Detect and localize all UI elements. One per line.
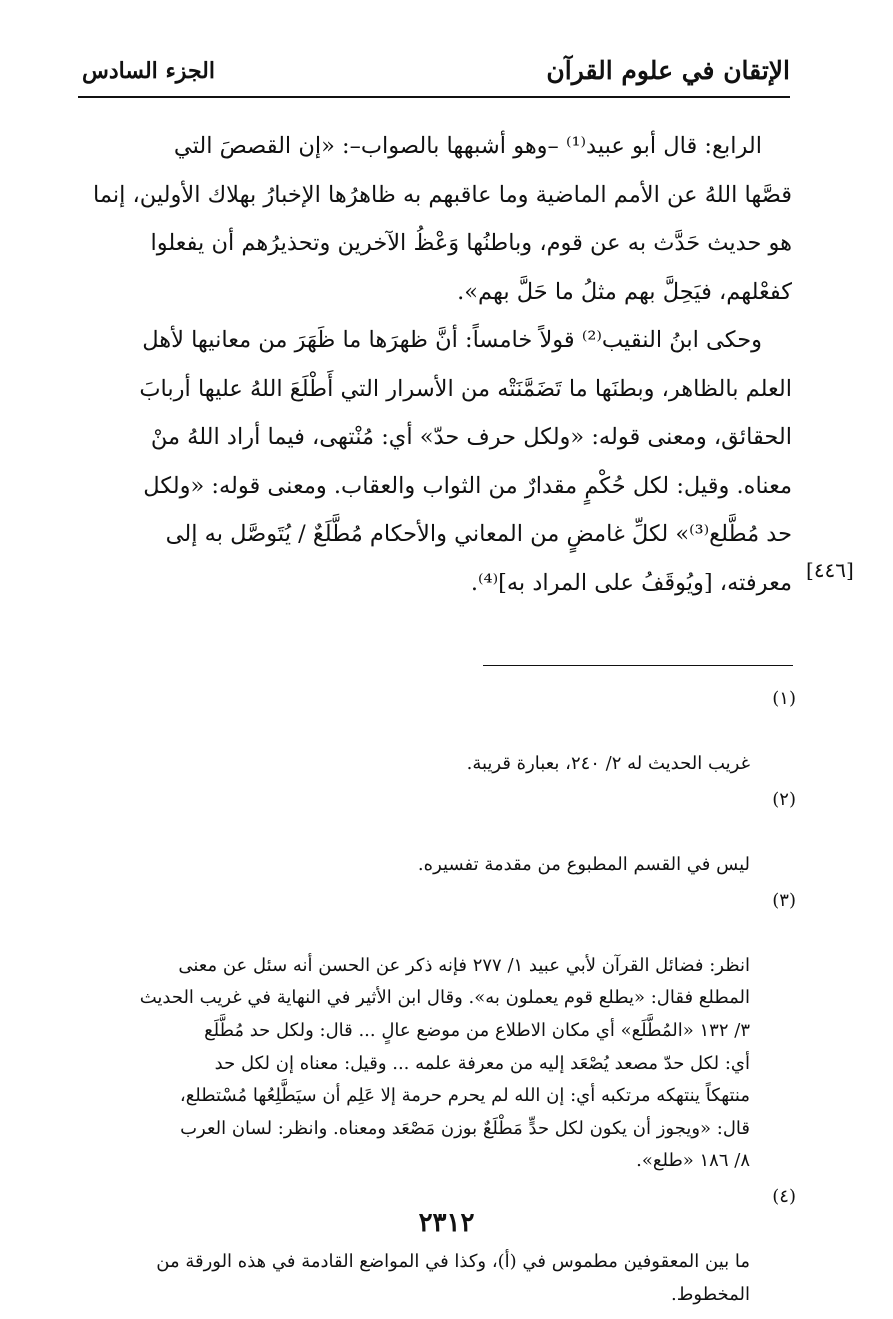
book-title: الإتقان في علوم القرآن (546, 56, 790, 85)
footnote-text: غريب الحديث له ٢/ ٢٤٠، بعبارة قريبة. (466, 753, 750, 775)
footnote-text: ما بين المعقوفين مطموس في (أ)، وكذا في المواضع القادمة في هذه الورقة من المخطوط. (156, 1251, 750, 1305)
part-title: الجزء السادس (82, 58, 215, 84)
footnote (80, 784, 796, 882)
footnote (80, 1181, 796, 1311)
footnote-number: (٣) (772, 889, 796, 911)
footnote-number: (٤) (772, 1185, 796, 1207)
footnote-number: (٢) (772, 788, 796, 810)
footnote-text: انظر: فضائل القرآن لأبي عبيد ١/ ٢٧٧ فإنه ذكر عن الحسن أنه سئل عن معنى المطلع فقال: «يطلع قوم يعملون به». وقال ابن الأثير في النهاية في غريب الحديث ٣/ ١٣٢ «المُطَّلَع» أي مكان الاطلاع من موضع عالٍ ... قال: ولكل حد مُطَّلَع أي: لكل حدّ مصعد يُصْعَد إليه من معرفة علمه ... وقيل: معناه إن لكل حد منتهكاً ينتهكه مرتكبه أي: إن الله لم يحرم حرمة إلا عَلِم أن سيَطَّلِعُها مُسْتطلع، قال: «ويجوز أن يكون لكل حدٍّ مَطْلَعٌ بوزن مَصْعَد ومعناه. وانظر: لسان العرب ٨/ ١٨٦ «طلع». (139, 954, 750, 1172)
footnote (80, 885, 796, 1178)
footnote-number: (١) (772, 688, 796, 709)
manuscript-folio-marker: [٤٤٦] (806, 558, 854, 582)
footnote-text: ليس في القسم المطبوع من مقدمة تفسيره. (417, 853, 750, 875)
running-header (78, 52, 790, 98)
paragraph: وحكى ابنُ النقيب⁽²⁾ قولاً خامساً: أنَّ ظهرَها ما ظَهَرَ من معانيها لأهل العلم بالظاهر، وبطنَها ما تَضَمَّنَتْه من الأسرار التي أَطْلَعَ اللهُ عليها أربابَ الحقائق، ومعنى قوله: «ولكل حرف حدّ» أي: مُنْتهى، فيما أراد اللهُ منْ معناه. وقيل: لكل حُكْمٍ مقدارٌ من الثواب والعقاب. ومعنى قوله: «ولكل حد مُطَّلع⁽³⁾» لكلِّ غامضٍ من المعاني والأحكام مُطَّلَعٌ / يُتَوصَّل به إلى معرفته، [ويُوقَفُ على المراد به]⁽⁴⁾. (139, 327, 792, 596)
main-text (80, 122, 792, 607)
footnote (80, 683, 796, 781)
footnote-separator (483, 665, 793, 666)
paragraph: الرابع: قال أبو عبيد⁽¹⁾ –وهو أشبهها بالصواب–: «إن القصصَ التي قصَّها اللهُ عن الأمم الماضية وما عاقبهم به ظاهرُها الإخبارُ بهلاك الأولين، إنما هو حديث حَدَّث به عن قوم، وباطنُها وَعْظُ الآخرين وتحذيرُهم أن يفعلوا كفعْلهم، فيَحِلَّ بهم مثلُ ما حَلَّ بهم». (92, 133, 792, 305)
page-number: ٢٣١٢ (418, 1208, 475, 1238)
